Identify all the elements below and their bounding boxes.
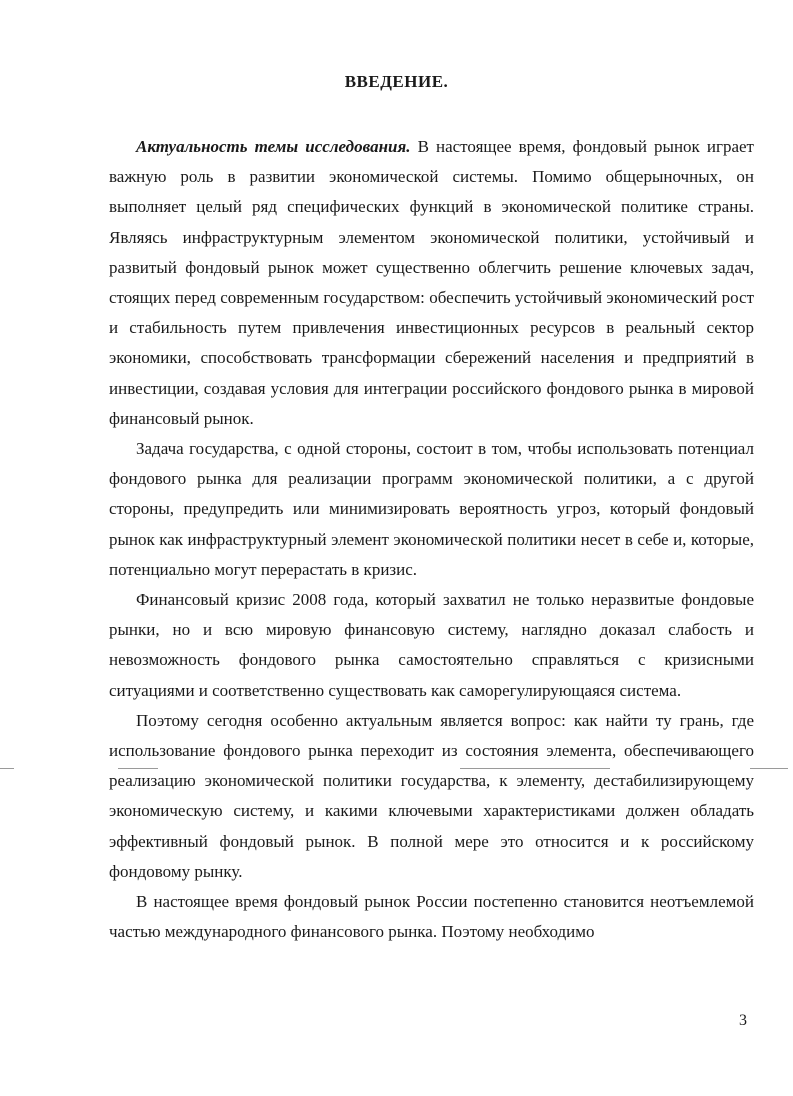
paragraph-text: В настоящее время, фондовый рынок играет важную роль в развитии экономической системы. Помимо общерыночных, он выполняет целый ряд специфических функций в экономической политике страны. Являясь инфраструктурным элементом экономической политики, устойчивый и развитый фондовый рынок может существенно облегчить решение ключевых задач, стоящих перед современным государством: обеспечить устойчивый экономический рост и стабильность путем привлечения инвестиционных ресурсов в реальный сектор экономики, способствовать трансформации сбережений населения и предприятий в инвестиции, создавая условия для интеграции российского фондового рынка в мировой финансовый рынок. — [109, 137, 754, 428]
page-title: ВВЕДЕНИЕ. — [344, 72, 449, 91]
page-number: 3 — [739, 1012, 747, 1029]
paragraph-4 — [109, 706, 754, 887]
paragraph-1 — [109, 132, 754, 434]
paragraph-text: Финансовый кризис 2008 года, который захватил не только неразвитые фондовые рынки, но и всю мировую финансовую систему, наглядно доказал слабость и невозможность фондового рынка самостоятельно справляться с кризисными ситуациями и соответственно существовать как саморегулирующаяся система. — [109, 590, 754, 700]
scan-artifact-line — [0, 768, 14, 769]
paragraph-3 — [109, 585, 754, 706]
paragraph-lead: Актуальность темы исследования. — [136, 137, 411, 156]
paragraph-text: Задача государства, с одной стороны, состоит в том, чтобы использовать потенциал фондового рынка для реализации программ экономической политики, а с другой стороны, предупредить или минимизировать вероятность угроз, который фондовый рынок как инфраструктурный элемент экономической политики несет в себе и, которые, потенциально могут перерастать в кризис. — [109, 439, 754, 579]
paragraph-5 — [109, 887, 754, 947]
scan-artifact-line — [118, 768, 158, 769]
scan-artifact-line — [750, 768, 788, 769]
paragraph-2 — [109, 434, 754, 585]
scan-artifact-line — [460, 768, 610, 769]
paragraph-text: Поэтому сегодня особенно актуальным является вопрос: как найти ту грань, где использование фондового рынка переходит из состояния элемента, обеспечивающего реализацию экономической политики государства, к элементу, дестабилизирующему экономическую систему, и какими ключевыми характеристиками должен обладать эффективный фондовый рынок. В полной мере это относится и к российскому фондовому рынку. — [109, 710, 754, 881]
body-text — [109, 132, 754, 947]
paragraph-text: В настоящее время фондовый рынок России постепенно становится неотъемлемой частью международного финансового рынка. Поэтому необходимо — [109, 892, 754, 942]
